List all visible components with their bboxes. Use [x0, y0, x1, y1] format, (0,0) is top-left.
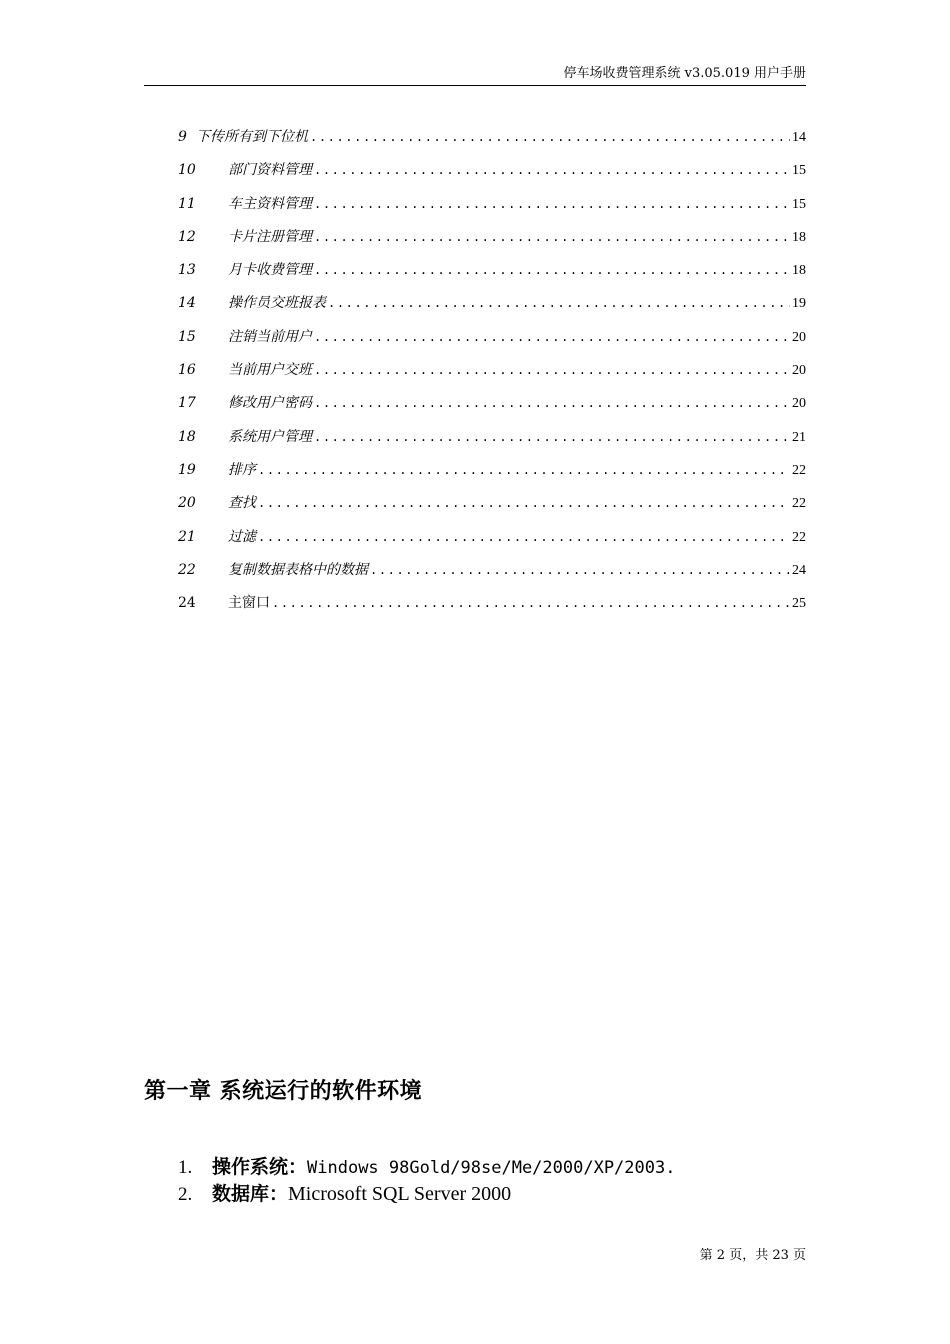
list-item-number: 1.	[178, 1157, 193, 1178]
toc-entry-number: 20	[178, 495, 196, 512]
toc-entry-page: 22	[792, 529, 806, 545]
list-item-label: 数据库：	[212, 1183, 289, 1205]
toc-entry-page: 15	[792, 196, 806, 212]
header-divider	[144, 85, 806, 86]
toc-entry-title: 月卡收费管理	[228, 262, 312, 279]
toc-entry[interactable]	[178, 524, 806, 557]
toc-entry-title: 当前用户交班	[228, 362, 312, 379]
toc-entry-page: 20	[792, 396, 806, 412]
toc-entry[interactable]	[178, 357, 806, 390]
toc-entry-page: 20	[792, 329, 806, 345]
toc-leader-dots	[314, 324, 790, 350]
toc-entry-page: 19	[792, 296, 806, 312]
toc-entry-title: 查找	[228, 495, 256, 512]
toc-entry-title: 车主资料管理	[228, 195, 312, 212]
toc-entry-title: 主窗口	[228, 595, 270, 612]
toc-leader-dots	[314, 424, 790, 450]
toc-entry-number: 19	[178, 461, 196, 478]
toc-entry-number: 16	[178, 362, 196, 379]
toc-entry-page: 14	[792, 130, 806, 145]
toc-leader-dots	[258, 524, 790, 550]
toc-entry-page: 22	[792, 496, 806, 512]
toc-entry[interactable]	[178, 390, 806, 423]
page-header: 停车场收费管理系统 v3.05.019 用户手册	[563, 66, 806, 81]
toc-entry-number: 17	[178, 395, 196, 412]
toc-entry-title: 操作员交班报表	[228, 295, 326, 312]
toc-entry-title: 部门资料管理	[228, 162, 312, 179]
toc-leader-dots	[272, 590, 790, 616]
toc-entry[interactable]	[178, 191, 806, 224]
list-item	[178, 1154, 675, 1181]
toc-entry-number: 10	[178, 162, 196, 179]
toc-leader-dots	[370, 557, 790, 583]
toc-entry[interactable]	[178, 224, 806, 257]
toc-leader-dots	[328, 290, 790, 316]
toc-entry-title: 修改用户密码	[228, 395, 312, 412]
toc-entry-title: 过滤	[228, 528, 256, 545]
toc-entry[interactable]	[178, 257, 806, 290]
toc-leader-dots	[258, 457, 790, 483]
toc-entry-title: 排序	[228, 461, 256, 478]
toc-entry-number: 15	[178, 328, 196, 345]
toc-entry[interactable]	[178, 490, 806, 523]
toc-entry-page: 15	[792, 163, 806, 179]
toc-entry-number: 13	[178, 262, 196, 279]
toc-entry[interactable]	[178, 290, 806, 323]
toc-leader-dots	[310, 124, 790, 150]
toc-entry-title: 卡片注册管理	[228, 228, 312, 245]
toc-leader-dots	[314, 191, 790, 217]
toc-entry-number: 21	[178, 528, 196, 545]
toc-entry-number: 24	[178, 595, 196, 612]
toc-entry-page: 18	[792, 229, 806, 245]
toc-entry-page: 25	[792, 596, 806, 612]
chapter-heading: 第一章 系统运行的软件环境	[144, 1079, 423, 1104]
toc-entry-number: 9	[178, 129, 187, 145]
toc-entry[interactable]	[178, 557, 806, 590]
toc-entry-number: 22	[178, 561, 196, 578]
page-footer: 第 2 页，共 23 页	[699, 1248, 806, 1263]
toc-entry-page: 20	[792, 363, 806, 379]
requirements-list	[178, 1154, 675, 1208]
list-item-value: Microsoft SQL Server 2000	[288, 1183, 512, 1205]
list-item-value: Windows 98Gold/98se/Me/2000/XP/2003.	[307, 1158, 676, 1178]
toc-leader-dots	[314, 257, 790, 283]
toc-entry-number: 18	[178, 428, 196, 445]
toc-entry[interactable]	[178, 424, 806, 457]
toc-entry[interactable]	[178, 157, 806, 190]
toc-entry[interactable]	[178, 457, 806, 490]
toc-entry-page: 18	[792, 263, 806, 279]
toc-leader-dots	[258, 490, 790, 516]
toc-entry[interactable]	[178, 324, 806, 357]
list-item	[178, 1181, 675, 1208]
toc-entry-number: 12	[178, 228, 196, 245]
toc-entry-page: 24	[792, 562, 806, 578]
toc-entry-title: 注销当前用户	[228, 328, 312, 345]
toc-entry[interactable]	[178, 590, 806, 623]
toc-leader-dots	[314, 357, 790, 383]
toc-entry-number: 11	[178, 195, 196, 212]
toc-entry-title: 下传所有到下位机	[196, 129, 308, 145]
toc-entry-title: 系统用户管理	[228, 428, 312, 445]
toc-entry-number: 14	[178, 295, 196, 312]
list-item-number: 2.	[178, 1184, 193, 1205]
toc-leader-dots	[314, 390, 790, 416]
list-item-label: 操作系统：	[212, 1156, 308, 1178]
toc-entry[interactable]	[178, 124, 806, 157]
toc-leader-dots	[314, 157, 790, 183]
table-of-contents	[178, 124, 806, 623]
toc-entry-page: 21	[792, 429, 806, 445]
toc-entry-page: 22	[792, 462, 806, 478]
toc-leader-dots	[314, 224, 790, 250]
toc-entry-title: 复制数据表格中的数据	[228, 561, 368, 578]
